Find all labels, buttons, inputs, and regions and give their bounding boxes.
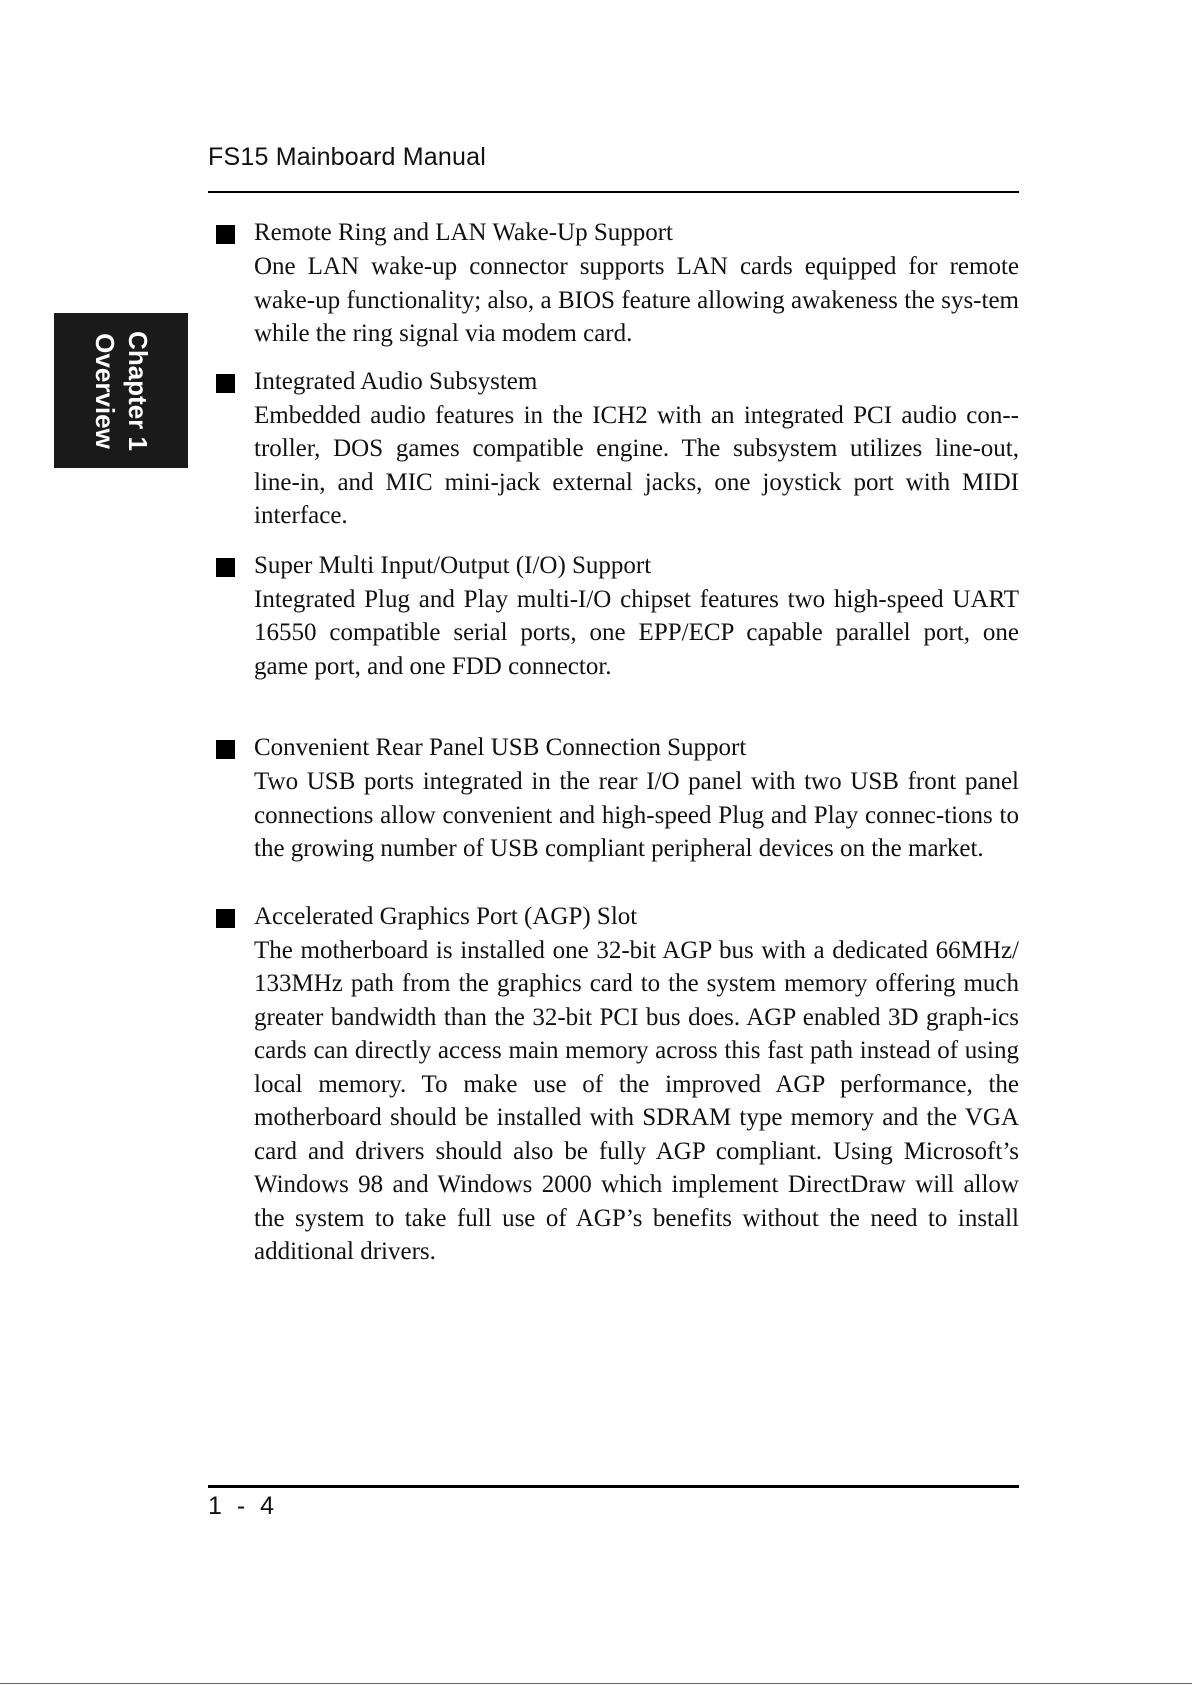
square-bullet-icon xyxy=(216,909,235,928)
square-bullet-icon xyxy=(216,740,235,759)
section-body: Two USB ports integrated in the rear I/O panel with two USB front panel connections allow convenient and high-speed Plug and Play connec-tions to the growing number of USB compliant peripheral devices on the market. xyxy=(254,768,1019,862)
section-super-io xyxy=(216,549,1019,684)
chapter-tab-text xyxy=(88,331,154,451)
section-body: Embedded audio features in the ICH2 with an integrated PCI audio con-troller, DOS games compatible engine. The subsystem utilizes line-out, line-in, and MIC mini-jack external jacks, one joystick port with MIDI interface. xyxy=(254,401,1019,529)
section-body: One LAN wake-up connector supports LAN cards equipped for remote wake-up functionality; also, a BIOS feature allowing awakeness the sys-tem while the ring signal via modem card. xyxy=(254,253,1019,347)
section-title: Integrated Audio Subsystem xyxy=(254,367,538,395)
section-usb xyxy=(216,731,1019,866)
page-header-title: FS15 Mainboard Manual xyxy=(208,143,486,171)
section-audio xyxy=(216,365,1019,533)
page-edge-line xyxy=(0,1683,1192,1684)
header-rule xyxy=(208,191,1019,193)
section-body: Integrated Plug and Play multi-I/O chipset features two high-speed UART 16550 compatible serial ports, one EPP/ECP capable parallel port, one game port, and one FDD connector. xyxy=(254,585,1019,680)
square-bullet-icon xyxy=(216,558,235,577)
square-bullet-icon xyxy=(216,374,235,393)
section-agp xyxy=(216,900,1019,1269)
section-title: Accelerated Graphics Port (AGP) Slot xyxy=(254,902,638,930)
section-title: Super Multi Input/Output (I/O) Support xyxy=(254,551,652,579)
section-title: Convenient Rear Panel USB Connection Support xyxy=(254,734,747,761)
page-number: 1 - 4 xyxy=(208,1492,279,1520)
footer-rule xyxy=(208,1485,1019,1488)
section-remote-ring xyxy=(216,216,1019,351)
section-body: The motherboard is installed one 32-bit AGP bus with a dedicated 66MHz/ 133MHz path from the graphics card to the system memory offering much greater bandwidth than the 32-bit PCI bus does. AGP enabled 3D graph-ics cards can directly access main memory across this fast path instead of using local memory. To make use of the improved AGP performance, the motherboard should be installed with SDRAM type memory and the VGA card and drivers should also be fully AGP compliant. Using Microsoft’s Windows 98 and Windows 2000 which implement DirectDraw will allow the system to take full use of AGP’s benefits without the need to install additional drivers. xyxy=(254,936,1019,1265)
chapter-tab xyxy=(54,313,188,468)
square-bullet-icon xyxy=(216,225,235,244)
page-content xyxy=(216,216,1019,1269)
section-title: Remote Ring and LAN Wake-Up Support xyxy=(254,219,673,246)
chapter-tab-chapter: Chapter 1 xyxy=(123,330,153,451)
chapter-tab-overview: Overview xyxy=(90,332,120,449)
